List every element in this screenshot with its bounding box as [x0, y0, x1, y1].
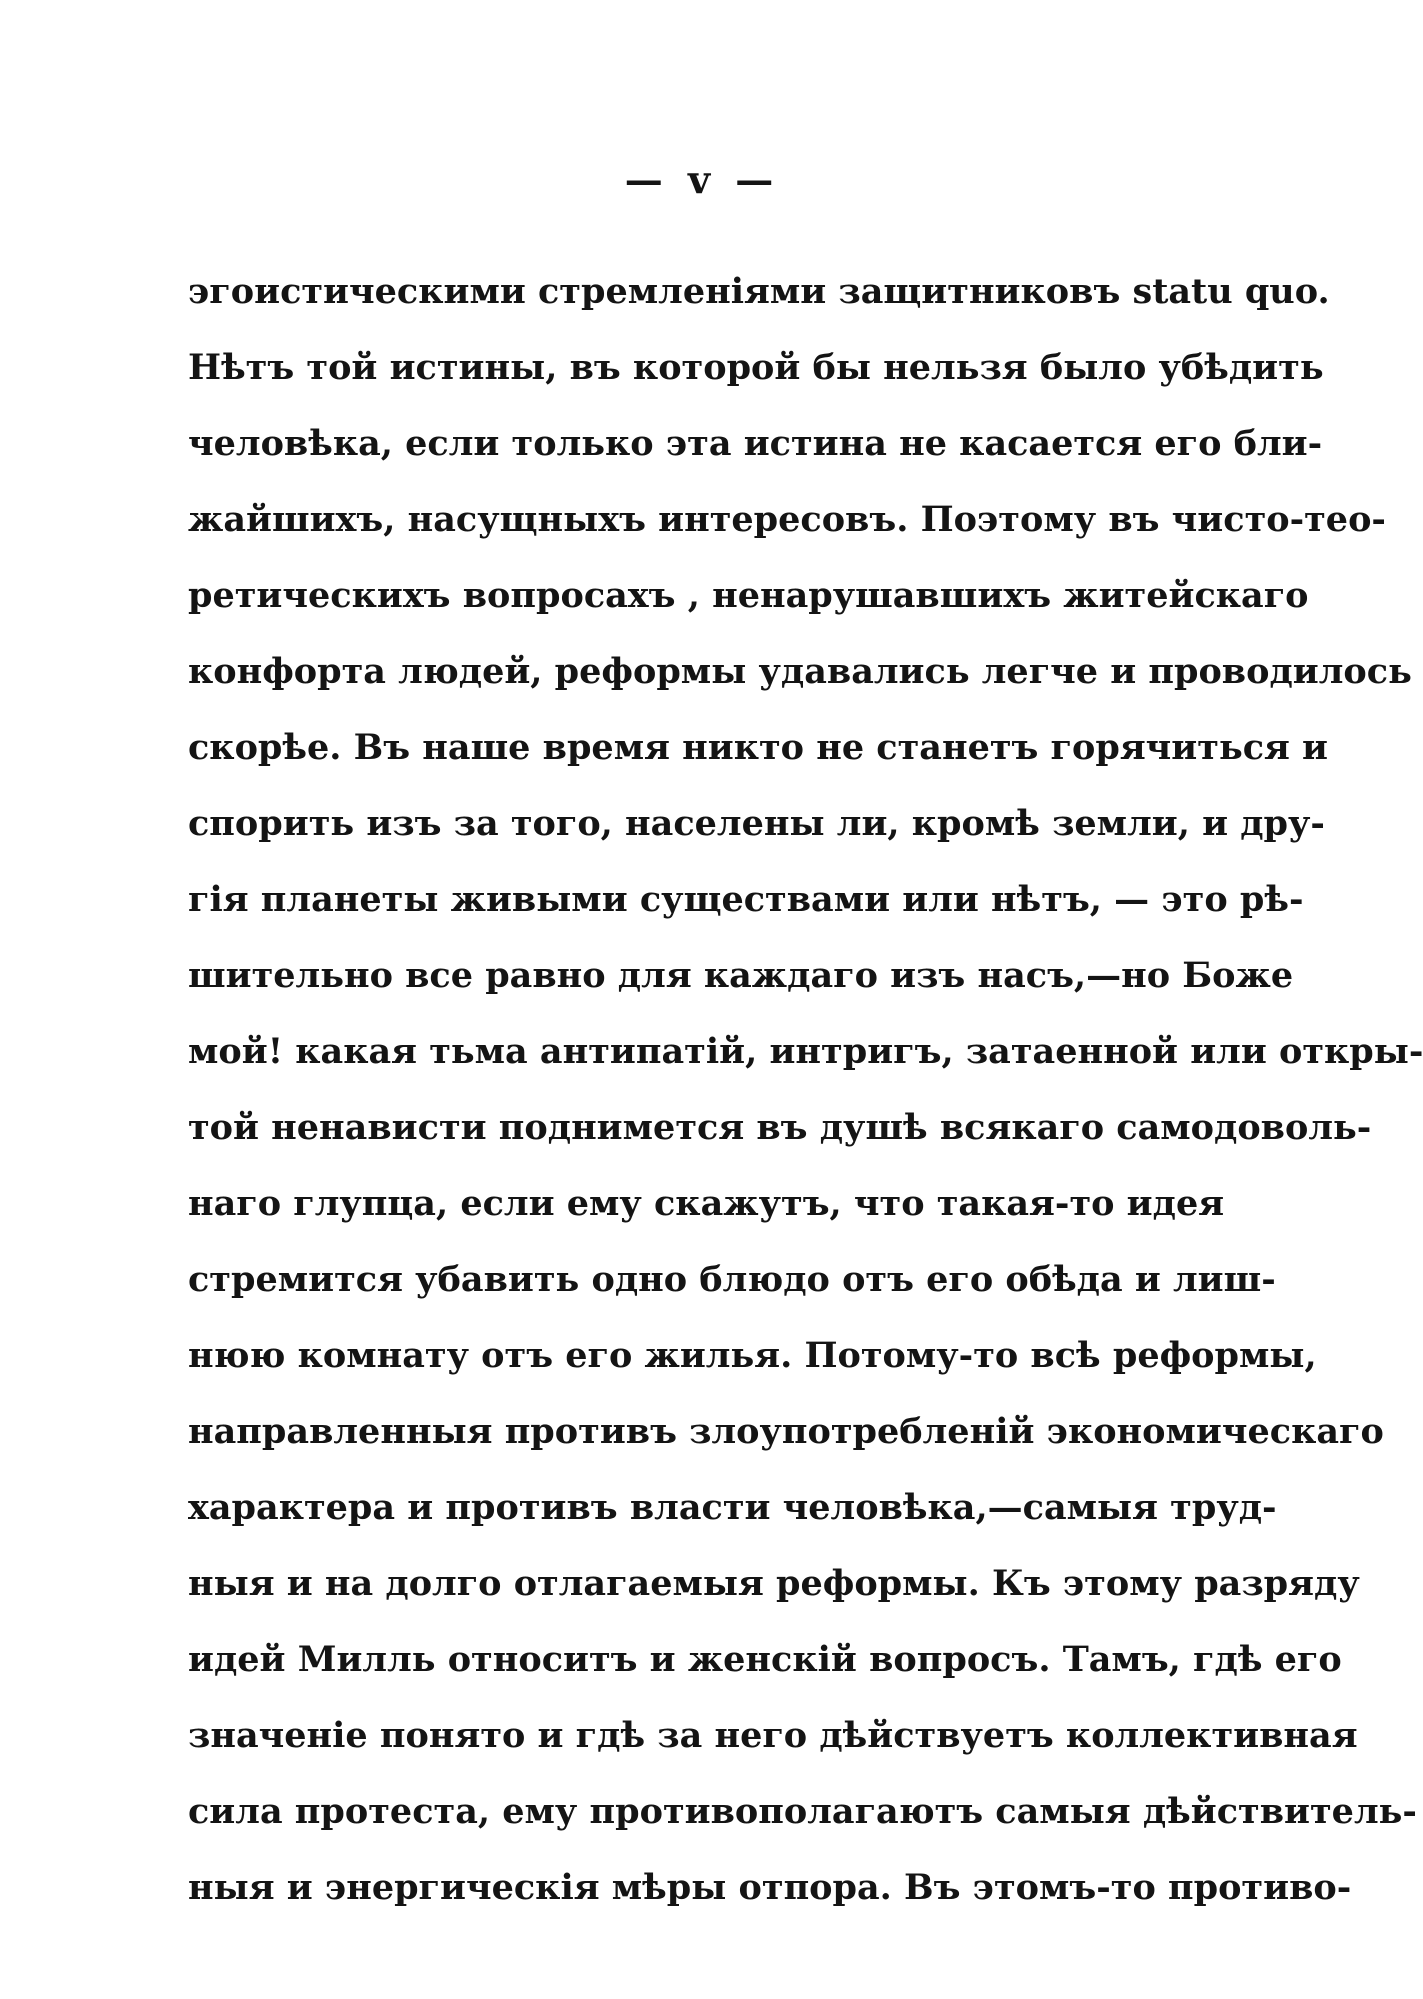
text-line: идей Милль относитъ и женскій вопросъ. Тамъ, гдѣ его: [188, 1639, 1342, 1680]
text-line: наго глупца, если ему скажутъ, что такая-то идея: [188, 1183, 1225, 1224]
page-number: — v —: [624, 157, 780, 202]
text-line: нюю комнату отъ его жилья. Потому-то всѣ реформы,: [188, 1335, 1317, 1376]
text-line: шительно все равно для каждаго изъ насъ,—но Боже: [188, 955, 1294, 996]
text-line: значеніе понято и гдѣ за него дѣйствуетъ коллективная: [188, 1715, 1358, 1756]
text-line: эгоистическими стремленіями защитниковъ statu quo.: [188, 271, 1330, 312]
text-line: гія планеты живыми существами или нѣтъ, — это рѣ-: [188, 879, 1304, 920]
text-line: направленныя противъ злоупотребленій экономическаго: [188, 1411, 1384, 1452]
text-line: той ненависти поднимется въ душѣ всякаго самодоволь-: [188, 1107, 1372, 1148]
text-line: ныя и энергическія мѣры отпора. Въ этомъ-то противо-: [188, 1867, 1352, 1908]
body-text: [188, 254, 1423, 1926]
text-line: мой! какая тьма антипатій, интригъ, затаенной или откры-: [188, 1031, 1423, 1072]
text-line: человѣка, если только эта истина не касается его бли-: [188, 423, 1323, 464]
text-line: ныя и на долго отлагаемыя реформы. Къ этому разряду: [188, 1563, 1360, 1604]
text-line: жайшихъ, насущныхъ интересовъ. Поэтому въ чисто-тео-: [188, 499, 1386, 540]
text-line: скорѣе. Въ наше время никто не станетъ горячиться и: [188, 727, 1329, 768]
text-line: ретическихъ вопросахъ , ненарушавшихъ житейскаго: [188, 575, 1309, 616]
text-line: характера и противъ власти человѣка,—самыя труд-: [188, 1487, 1277, 1528]
text-line: спорить изъ за того, населены ли, кромѣ земли, и дру-: [188, 803, 1325, 844]
text-line: сила протеста, ему противополагаютъ самыя дѣйствитель-: [188, 1791, 1417, 1832]
text-line: конфорта людей, реформы удавались легче и проводилось: [188, 651, 1412, 692]
text-line: Нѣтъ той истины, въ которой бы нельзя было убѣдить: [188, 347, 1324, 388]
text-line: стремится убавить одно блюдо отъ его обѣда и лиш-: [188, 1259, 1276, 1300]
